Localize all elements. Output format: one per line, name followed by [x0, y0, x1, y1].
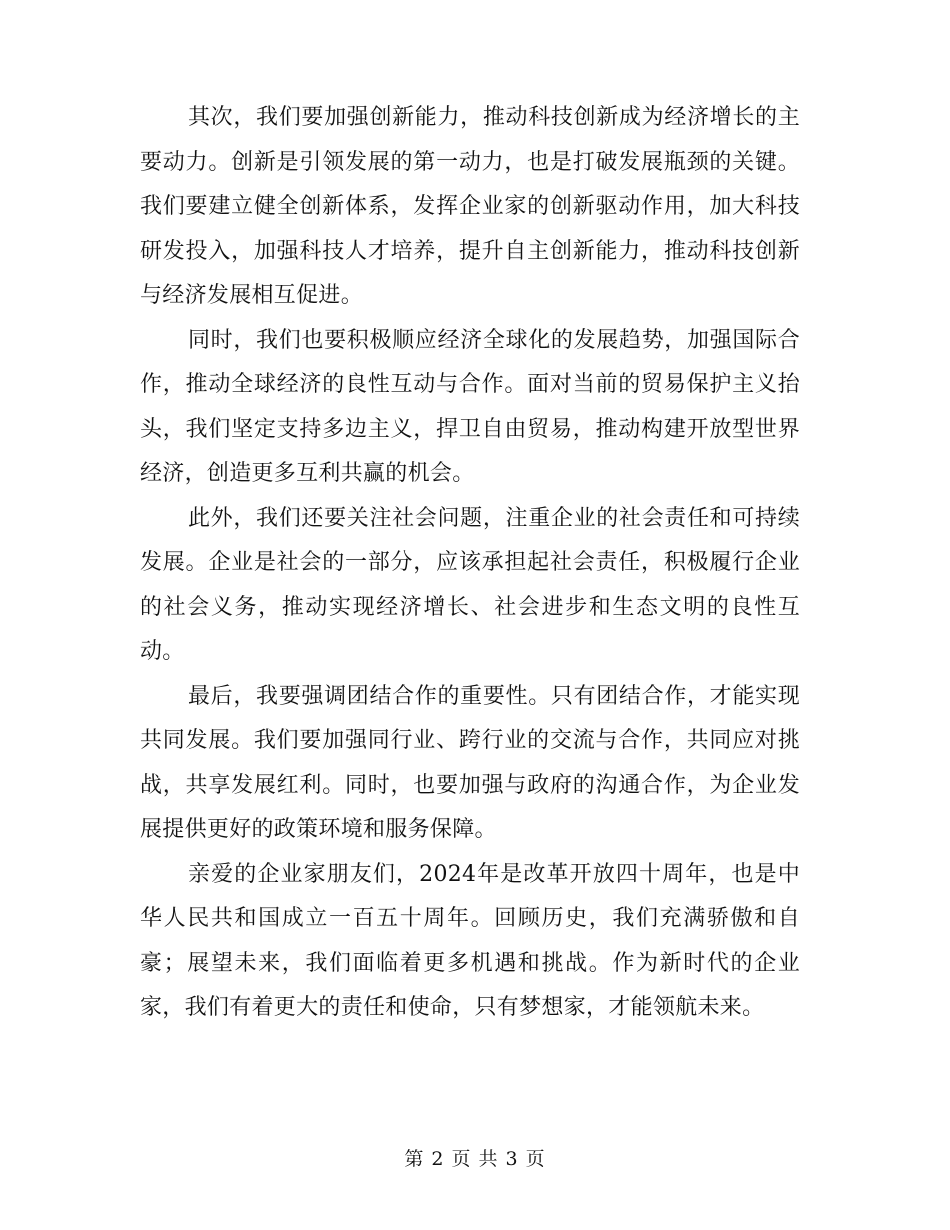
paragraph-globalization: 同时，我们也要积极顺应经济全球化的发展趋势，加强国际合作，推动全球经济的良性互动与合作。面对当前的贸易保护主义抬头，我们坚定支持多边主义，捍卫自由贸易，推动构建开放型世界经济，创造更多互利共赢的机会。	[140, 327, 800, 486]
page-number-footer: 第 2 页 共 3 页	[404, 1148, 546, 1170]
paragraph-cooperation: 最后，我要强调团结合作的重要性。只有团结合作，才能实现共同发展。我们要加强同行业、跨行业的交流与合作，共同应对挑战，共享发展红利。同时，也要加强与政府的沟通合作，为企业发展提供更好的政策环境和服务保障。	[140, 683, 800, 842]
document-body	[140, 96, 800, 1031]
paragraph-closing: 亲爱的企业家朋友们，2024年是改革开放四十周年，也是中华人民共和国成立一百五十周年。回顾历史，我们充满骄傲和自豪；展望未来，我们面临着更多机遇和挑战。作为新时代的企业家，我们有着更大的责任和使命，只有梦想家，才能领航未来。	[140, 861, 800, 1020]
paragraph-social-responsibility: 此外，我们还要关注社会问题，注重企业的社会责任和可持续发展。企业是社会的一部分，应该承担起社会责任，积极履行企业的社会义务，推动实现经济增长、社会进步和生态文明的良性互动。	[140, 505, 800, 664]
paragraph-innovation: 其次，我们要加强创新能力，推动科技创新成为经济增长的主要动力。创新是引领发展的第一动力，也是打破发展瓶颈的关键。我们要建立健全创新体系，发挥企业家的创新驱动作用，加大科技研发投入，加强科技人才培养，提升自主创新能力，推动科技创新与经济发展相互促进。	[140, 105, 800, 308]
